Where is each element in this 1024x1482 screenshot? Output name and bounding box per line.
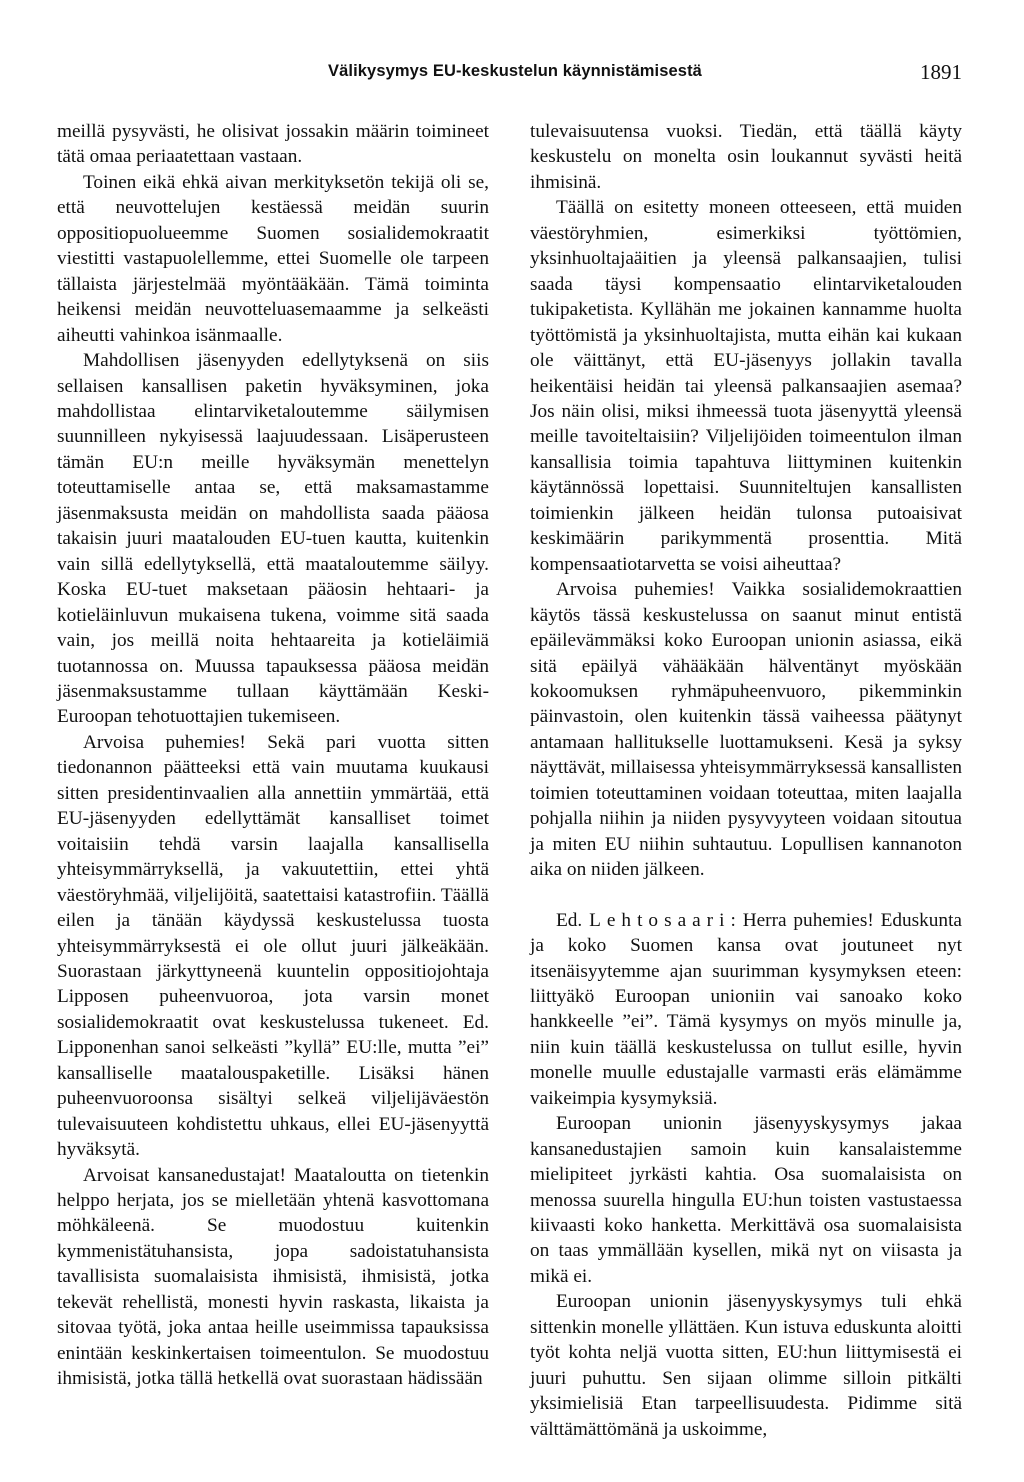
left-column <box>57 119 489 1392</box>
right-paragraph-3: Arvoisa puhemies! Vaikka sosialidemokraattien käytös tässä keskustelussa on saanut minut entistä epäilevämmäksi koko Euroopan unionin asiassa, eikä sitä epäilyä vähääkään hälventänyt myöskään kokoomuksen ryhmäpuheenvuoro, pikemminkin päinvastoin, olen kuitenkin tässä vaiheessa päätynyt antamaan hallitukselle luottamukseni. Kesä ja syksy näyttävät, millaisessa yhteisymmärryksessä kansallisten toimien toteuttaminen voidaan toteuttaa, miten laajalla pohjalla niihin ja niiden pysyvyyteen voidaan sitoutua ja miten EU niihin suhtautuu. Lopullisen kannanoton aika on niiden jälkeen. <box>530 579 962 881</box>
speech-separator: : <box>730 909 743 931</box>
left-paragraph-3: Mahdollisen jäsenyyden edellytyksenä on siis sellaisen kansallisen paketin hyväksyminen, joka mahdollistaa elintarviketaloutemme säilymisen suunnilleen nykyisessä laajuudessaan. Lisäperusteen tämän EU:n meille hyväksymän menettelyn toteuttamiselle antaa se, että maksamastamme jäsenmaksusta meidän on mahdollista saada pääosa takaisin juuri maatalouden EU-tuen kautta, kuitenkin vain sillä edellytyksellä, että maataloutemme säilyy. Koska EU-tuet maksetaan pääosin hehtaari- ja kotieläinluvun mukaisena tukena, voimme sitä saada vain, jos meillä noita hehtaareita ja kotieläimiä tuotannossa on. Muussa tapauksessa pääosa meidän jäsenmaksustamme tullaan käyttämään Keski-Euroopan tehotuottajien tukemiseen. <box>57 350 489 728</box>
right-column <box>530 119 962 1442</box>
speech-opening-text: Herra puhemies! Eduskunta ja koko Suomen kansa ovat joutuneet nyt itsenäisyytemme ajan suurimman kysymyksen eteen: liittyäkö Euroopan unioniin vai sanoako koko hankkeelle ”ei”. Tämä kysymys on myös minulle ja, niin kuin täällä keskustelussa on tullut esille, hyvin monelle muulle edustajalle varmasti eräs elämämme vaikeimpia kysymyksiä. <box>530 909 962 1109</box>
right-paragraph-1: tulevaisuutensa vuoksi. Tiedän, että täällä käyty keskustelu on monelta osin loukannut syvästi heitä ihmisinä. <box>530 121 962 193</box>
right-paragraph-5: Euroopan unionin jäsenyyskysymys jakaa kansanedustajien samoin kuin kansalaistemme mielipiteet jyrkästi kahtia. Osa suomalaisista on menossa suurella hingulla EU:hun toisten vastustaessa kiivaasti koko hanketta. Merkittävä osa suomalaisista on taas ymmällään kysellen, mikä nyt on viisasta ja mikä ei. <box>530 1113 962 1287</box>
left-paragraph-1: meillä pysyvästi, he olisivat jossakin määrin toimineet tätä omaa periaatettaan vastaan. <box>57 121 489 168</box>
left-paragraph-4: Arvoisa puhemies! Sekä pari vuotta sitten tiedonannon päätteeksi että vain muutama kuukausi sitten presidentinvaalien alla annettiin ymmärtää, että EU-jäsenyyden edellyttämät kansalliset toimet voitaisiin tehdä varsin laajalla kansallisella yhteisymmärryksellä, ja vakuutettiin, ettei yhtä väestöryhmää, viljelijöitä, saatettaisi katastrofiin. Täällä eilen ja tänään käydyssä keskustelussa tuosta yhteisymmärryksestä ei ole ollut juuri jälkeäkään. Suorastaan järkyttyneenä kuuntelin oppositiojohtaja Lipposen puheenvuoroa, jota varsin monet sosialidemokraatit ovat keskustelussa tukeneet. Ed. Lipponenhan sanoi selkeästi ”kyllä” EU:lle, mutta ”ei” kansalliselle maatalouspaketille. Lisäksi hänen puheenvuoroonsa sisältyi selkeä viljelijäväestön tulevaisuuteen kohdistettu uhkaus, ellei EU-jäsenyyttä hyväksytä. <box>57 731 489 1161</box>
running-header-title: Välikysymys EU-keskustelun käynnistämisestä <box>328 62 702 80</box>
speech-opening <box>530 908 962 1112</box>
left-paragraph-5: Arvoisat kansanedustajat! Maataloutta on tietenkin helppo herjata, jos se mielletään yhtenä kasvottomana möhkäleenä. Se muodostuu kuitenkin kymmenistätuhansista, jopa sadoistatuhansista tavallisista suomalaisista ihmisistä, ihmisistä, jotka tekevät rehellistä, monesti hyvin raskasta, likaista ja sitovaa työtä, joka antaa heille useimmissa tapauksissa enintään keskinkertaisen toimeentulon. Se muodostuu ihmisistä, jotka tällä hetkellä ovat suorastaan hädissään <box>57 1164 489 1390</box>
page-number: 1891 <box>920 60 962 84</box>
speech-prefix: Ed. <box>556 909 590 931</box>
left-paragraph-2: Toinen eikä ehkä aivan merkityksetön tekijä oli se, että neuvottelujen kestäessä meidän suurin oppositiopuolueemme Suomen sosialidemokraatit viestitti vastapuolellemme, ettei Suomelle ole tarpeen tällaista järjestelmää myöntääkään. Tämä toiminta heikensi meidän neuvotteluasemaamme ja selkeästi aiheutti vahinkoa isänmaalle. <box>57 171 489 346</box>
right-paragraph-6: Euroopan unionin jäsenyyskysymys tuli ehkä sittenkin monelle yllättäen. Kun istuva eduskunta aloitti työt kohta neljä vuotta sitten, EU:hun liittymisestä ei juuri puhuttu. Sen sijaan olimme silloin pitkälti yksimielisiä Etan tarpeellisuudesta. Pidimme sitä välttämättömänä ja uskoimme, <box>530 1291 962 1440</box>
speaker-name: Lehtosaari <box>589 909 731 931</box>
right-paragraph-2: Täällä on esitetty moneen otteeseen, että muiden väestöryhmien, esimerkiksi työttömien, yksinhuoltajaäitien ja yleensä palkansaajien, tulisi saada täysi kompensaatio elintarviketalouden tukipaketista. Kyllähän me jokainen kannamme huolta työttömistä ja yksinhuoltajista, mutta eihän kai kukaan ole väittänyt, että EU-jäsenyys jollakin tavalla heikentäisi heidän tai yleensä palkansaajien asemaa? Jos näin olisi, miksi ihmeessä tuota jäsenyyttä yleensä meille tavoiteltaisiin? Viljelijöiden toimeentulon ilman kansallisia toimia tapahtuva liittyminen kuitenkin käytännössä lopettaisi. Suunniteltujen kansallisten toimienkin jälkeen heidän tulonsa putoaisivat keskimäärin parikymmentä prosenttia. Mitä kompensaatiotarvetta se voisi aiheuttaa? <box>530 197 962 575</box>
